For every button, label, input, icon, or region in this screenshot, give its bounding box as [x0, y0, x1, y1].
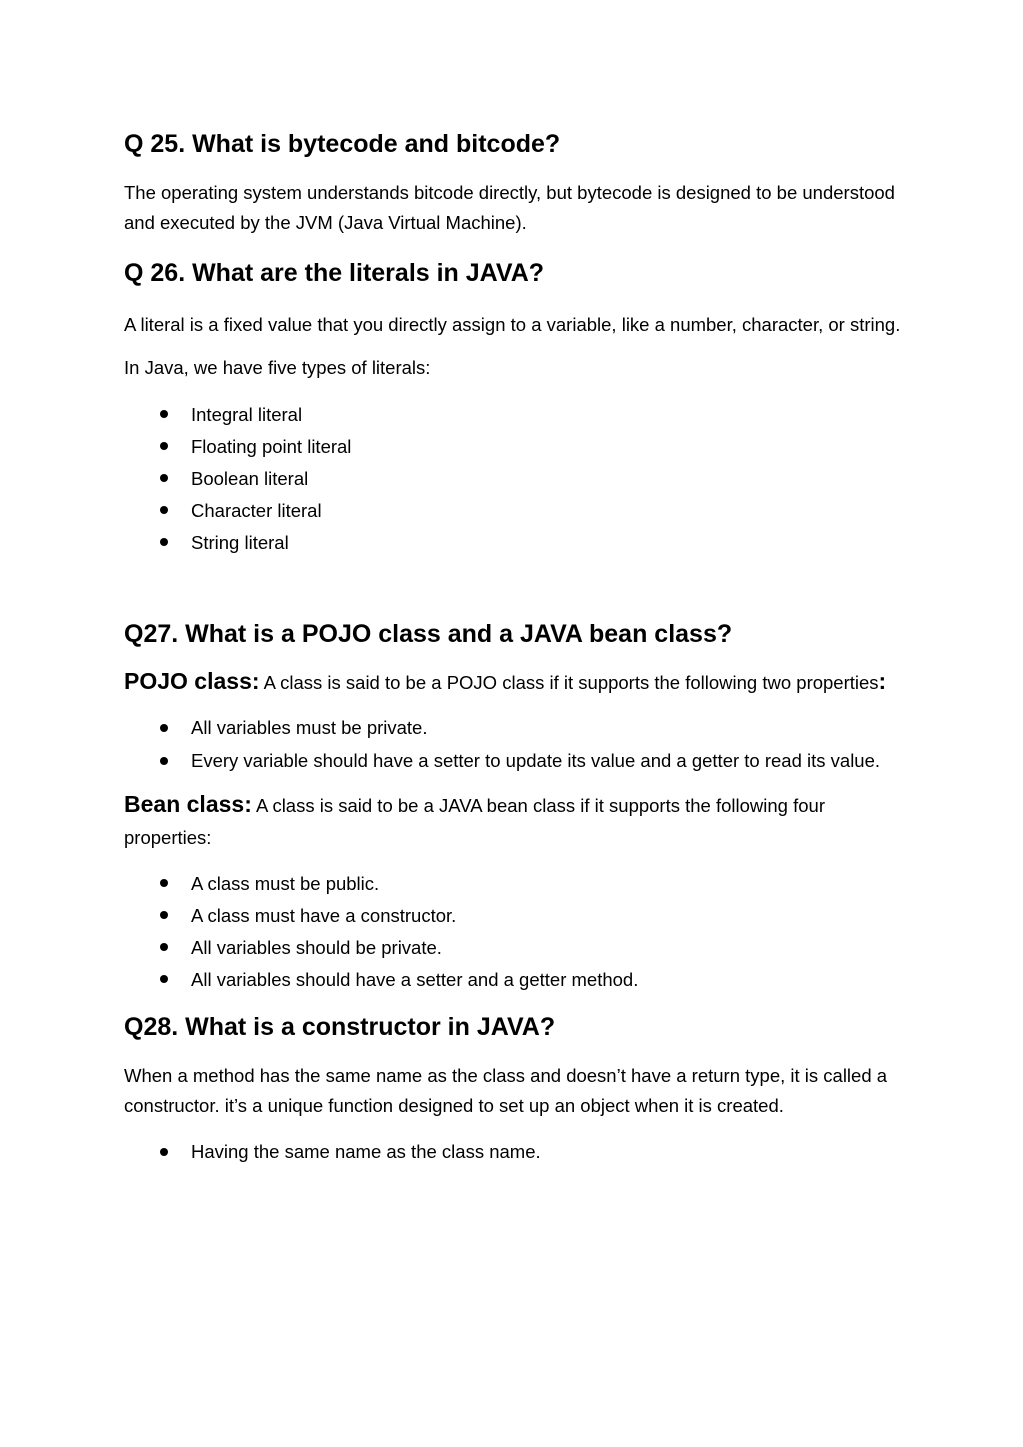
q26-intro: In Java, we have five types of literals: [124, 356, 431, 378]
q27-heading: Q27. What is a POJO class and a JAVA bean class? [124, 620, 733, 648]
literal-types-list [124, 399, 914, 559]
bean-text: A class is said to be a JAVA bean class if it supports the following four properties: [124, 795, 825, 848]
document-page [124, 0, 914, 1167]
q28-heading: Q28. What is a constructor in JAVA? [124, 1013, 556, 1041]
list-item: All variables should be private. [124, 932, 914, 964]
list-item: Integral literal [124, 399, 914, 431]
q25-body: The operating system understands bitcode directly, but bytecode is designed to be understood and executed by the JVM (Java Virtual Machine). [124, 182, 895, 233]
bean-definition [124, 788, 914, 854]
bullet-icon [160, 506, 168, 514]
list-item: All variables should have a setter and a getter method. [124, 964, 914, 996]
bullet-icon [160, 975, 168, 983]
q26-body: A literal is a fixed value that you directly assign to a variable, like a number, character, or string. [124, 314, 901, 335]
q26-heading: Q 26. What are the literals in JAVA? [124, 259, 545, 287]
bullet-icon [160, 943, 168, 951]
list-item: All variables must be private. [124, 713, 914, 743]
bean-properties-list [124, 868, 914, 996]
bullet-icon [160, 911, 168, 919]
bullet-icon [160, 724, 168, 732]
bullet-icon [160, 757, 168, 765]
bullet-icon [160, 442, 168, 450]
list-item: Every variable should have a setter to update its value and a getter to read its value. [124, 746, 914, 776]
bullet-icon [160, 538, 168, 546]
list-item: Boolean literal [124, 463, 914, 495]
bean-label: Bean class: [124, 791, 252, 817]
list-item: Character literal [124, 495, 914, 527]
bullet-icon [160, 410, 168, 418]
list-item: Floating point literal [124, 431, 914, 463]
list-item: A class must have a constructor. [124, 900, 914, 932]
list-item: Having the same name as the class name. [124, 1137, 914, 1167]
bullet-icon [160, 474, 168, 482]
pojo-colon: : [878, 668, 887, 694]
q28-body: When a method has the same name as the class and doesn’t have a return type, it is called a constructor. it’s a unique function designed to set up an object when it is created. [124, 1065, 888, 1116]
bullet-icon [160, 1148, 168, 1156]
pojo-label: POJO class: [124, 668, 260, 694]
constructor-properties-list [124, 1137, 914, 1167]
pojo-definition [124, 664, 914, 700]
bullet-icon [160, 879, 168, 887]
pojo-text: A class is said to be a POJO class if it supports the following two properties [263, 672, 879, 693]
pojo-properties-list [124, 713, 914, 775]
q25-heading: Q 25. What is bytecode and bitcode? [124, 130, 561, 158]
list-item: A class must be public. [124, 868, 914, 900]
list-item: String literal [124, 527, 914, 559]
